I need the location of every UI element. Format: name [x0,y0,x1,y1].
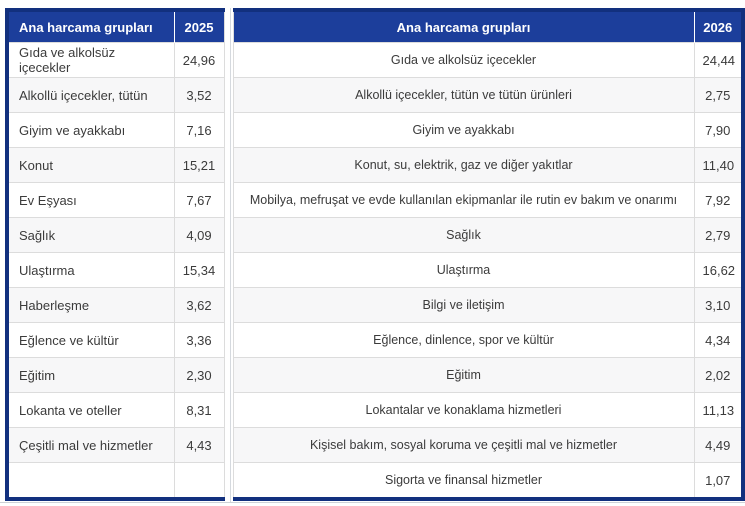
table-row [233,393,743,428]
value-cell: 11,40 [694,148,743,183]
bottom-divider-line [0,502,745,503]
value-cell: 16,62 [694,253,743,288]
value-cell: 4,43 [174,428,224,463]
value-cell: 3,36 [174,323,224,358]
table-2025 [5,8,225,501]
column-header-groups-2026: Ana harcama grupları [233,10,694,43]
table-row [7,148,224,183]
table-row [7,113,224,148]
table-row [233,43,743,78]
group-name-cell: Mobilya, mefruşat ve evde kullanılan ekipmanlar ile rutin ev bakım ve onarımı [233,183,694,218]
value-cell: 3,62 [174,288,224,323]
value-cell: 7,67 [174,183,224,218]
table-row [7,288,224,323]
value-cell: 1,07 [694,463,743,500]
group-name-cell: Sağlık [233,218,694,253]
table-row [7,78,224,113]
group-name-cell: Konut [7,148,174,183]
value-cell: 2,79 [694,218,743,253]
group-name-cell: Çeşitli mal ve hizmetler [7,428,174,463]
group-name-cell: Bilgi ve iletişim [233,288,694,323]
group-name-cell: Kişisel bakım, sosyal koruma ve çeşitli mal ve hizmetler [233,428,694,463]
value-cell: 15,34 [174,253,224,288]
value-cell: 7,92 [694,183,743,218]
header-row [233,10,743,43]
value-cell [174,463,224,500]
group-name-cell: Eğlence, dinlence, spor ve kültür [233,323,694,358]
group-name-cell: Haberleşme [7,288,174,323]
group-name-cell: Lokanta ve oteller [7,393,174,428]
expenditure-tables [5,8,740,501]
group-name-cell: Eğitim [7,358,174,393]
group-name-cell: Alkollü içecekler, tütün ve tütün ürünleri [233,78,694,113]
value-cell: 3,10 [694,288,743,323]
value-cell: 2,75 [694,78,743,113]
group-name-cell: Gıda ve alkolsüz içecekler [233,43,694,78]
table-row [233,288,743,323]
group-name-cell: Ulaştırma [7,253,174,288]
table-row [233,183,743,218]
value-cell: 3,52 [174,78,224,113]
table-gap-divider [230,8,231,503]
table-row [233,428,743,463]
value-cell: 7,90 [694,113,743,148]
value-cell: 2,02 [694,358,743,393]
table-row [233,358,743,393]
group-name-cell: Ulaştırma [233,253,694,288]
group-name-cell: Lokantalar ve konaklama hizmetleri [233,393,694,428]
group-name-cell: Konut, su, elektrik, gaz ve diğer yakıtlar [233,148,694,183]
value-cell: 24,96 [174,43,224,78]
table-row [233,218,743,253]
table-row [7,218,224,253]
table-row [7,43,224,78]
group-name-cell: Gıda ve alkolsüz içecekler [7,43,174,78]
table-row [233,253,743,288]
value-cell: 2,30 [174,358,224,393]
group-name-cell: Eğlence ve kültür [7,323,174,358]
table-row [7,183,224,218]
group-name-cell: Sağlık [7,218,174,253]
group-name-cell: Giyim ve ayakkabı [7,113,174,148]
column-header-groups-2025: Ana harcama grupları [7,10,174,43]
value-cell: 4,09 [174,218,224,253]
group-name-cell: Sigorta ve finansal hizmetler [233,463,694,500]
column-header-year-2025: 2025 [174,10,224,43]
table-row [7,358,224,393]
table-row [233,78,743,113]
group-name-cell: Ev Eşyası [7,183,174,218]
table-row [233,323,743,358]
value-cell: 24,44 [694,43,743,78]
value-cell: 4,34 [694,323,743,358]
value-cell: 15,21 [174,148,224,183]
table-row [233,148,743,183]
table-row [7,253,224,288]
group-name-cell: Eğitim [233,358,694,393]
group-name-cell [7,463,174,500]
table-2026 [233,8,745,501]
table-row [7,323,224,358]
header-row [7,10,224,43]
table-row [233,113,743,148]
value-cell: 4,49 [694,428,743,463]
table-row [7,393,224,428]
value-cell: 8,31 [174,393,224,428]
column-header-year-2026: 2026 [694,10,743,43]
value-cell: 7,16 [174,113,224,148]
table-row [7,428,224,463]
table-row [7,463,224,500]
value-cell: 11,13 [694,393,743,428]
group-name-cell: Alkollü içecekler, tütün [7,78,174,113]
group-name-cell: Giyim ve ayakkabı [233,113,694,148]
table-row [233,463,743,500]
